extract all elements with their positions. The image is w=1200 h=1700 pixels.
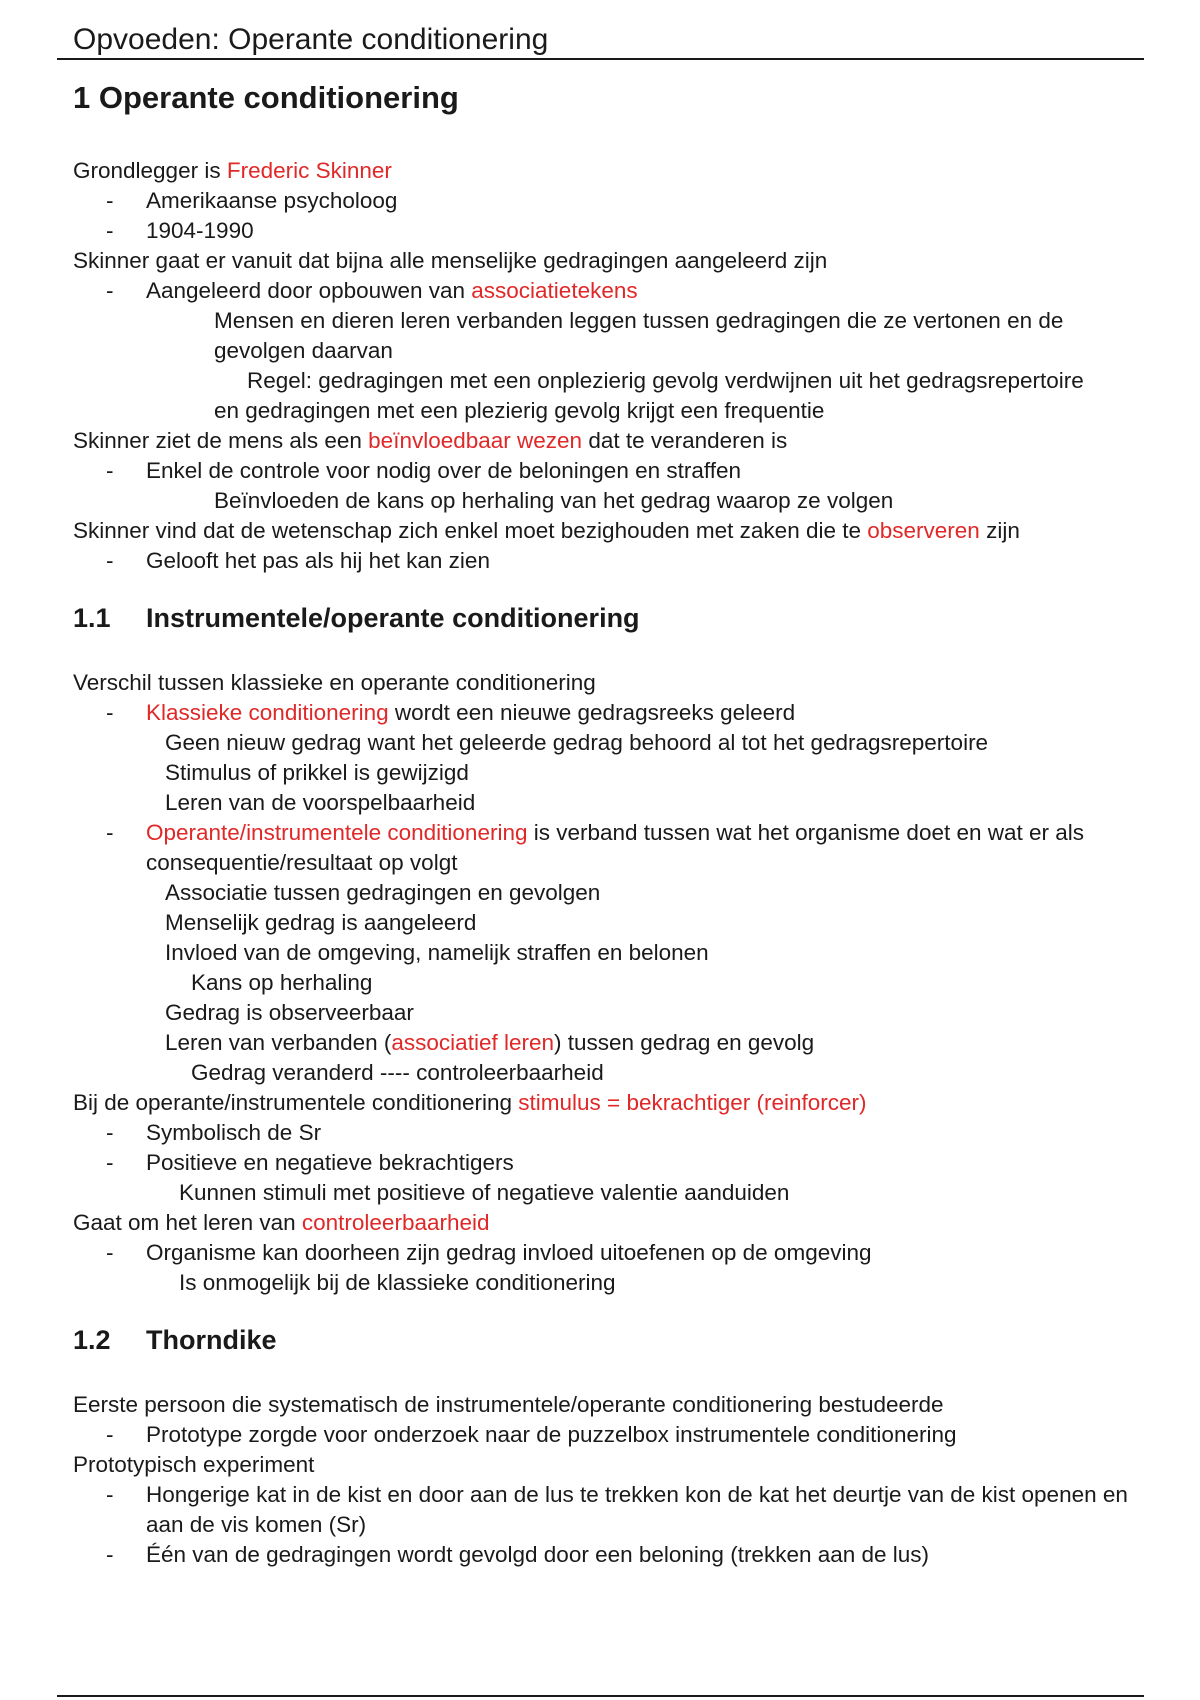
highlight-term: observeren (867, 518, 980, 543)
bullet-item: - Gelooft het pas als hij het kan zien (73, 546, 1133, 576)
sub-item: Mensen en dieren leren verbanden leggen tussen gedragingen die ze vertonen en de (214, 308, 1064, 333)
bullet-item: - Één van de gedragingen wordt gevolgd door een beloning (trekken aan de lus) (73, 1540, 1133, 1570)
sub-item: gevolgen daarvan (214, 338, 393, 363)
text: is verband tussen wat het organisme doet en wat er als consequentie/resultaat op volgt (146, 820, 1085, 875)
text: zijn (979, 518, 1020, 543)
bullet-item: - Prototype zorgde voor onderzoek naar de puzzelbox instrumentele conditionering (73, 1420, 1133, 1450)
bullet-item: - Amerikaanse psycholoog (73, 186, 1133, 216)
text: Grondlegger is (73, 158, 227, 183)
paragraph: Eerste persoon die systematisch de instrumentele/operante conditionering bestudeerde (73, 1392, 944, 1417)
sub-item: Associatie tussen gedragingen en gevolgen (165, 880, 601, 905)
bullet-item: - Symbolisch de Sr (73, 1118, 1133, 1148)
bullet-item (73, 698, 1133, 728)
highlight-term: Klassieke conditionering (146, 700, 389, 725)
sub-item: Gedrag is observeerbaar (165, 1000, 414, 1025)
text: dat te veranderen is (582, 428, 788, 453)
bullet-item: - Positieve en negatieve bekrachtigers (73, 1148, 1133, 1178)
section-1-1-heading (73, 600, 1133, 636)
sub-sub-item: Gedrag veranderd ---- controleerbaarheid (191, 1060, 604, 1085)
text: Skinner vind dat de wetenschap zich enkel moet bezighouden met zaken die te (73, 518, 868, 543)
section-number: 1.1 (73, 603, 111, 633)
sub-item: Leren van de voorspelbaarheid (165, 790, 476, 815)
sub-item: Beïnvloeden de kans op herhaling van het gedrag waarop ze volgen (214, 488, 894, 513)
paragraph (73, 1208, 1133, 1238)
highlight-term: stimulus = bekrachtiger (reinforcer) (518, 1090, 867, 1115)
page-header (57, 22, 1144, 60)
text: Gaat om het leren van (73, 1210, 302, 1235)
sub-item: Invloed van de omgeving, namelijk straffen en belonen (165, 940, 709, 965)
highlight-term: controleerbaarheid (301, 1210, 490, 1235)
paragraph: Prototypisch experiment (73, 1452, 315, 1477)
bullet-item: - Organisme kan doorheen zijn gedrag invloed uitoefenen op de omgeving (73, 1238, 1133, 1268)
document-title: Opvoeden: Operante conditionering (73, 23, 549, 56)
paragraph (73, 516, 1133, 546)
paragraph (73, 426, 1133, 456)
sub-item: Kunnen stimuli met positieve of negatieve valentie aanduiden (179, 1180, 790, 1205)
sub-item: Menselijk gedrag is aangeleerd (165, 910, 477, 935)
text: Leren van verbanden ( (165, 1030, 392, 1055)
bullet-item: - Hongerige kat in de kist en door aan de lus te trekken kon de kat het deurtje van de kist openen en aan de vis komen (Sr) (73, 1480, 1156, 1540)
section-title: Thorndike (146, 1325, 277, 1355)
section-number: 1.2 (73, 1325, 111, 1355)
highlight-term: Operante/instrumentele conditionering (146, 820, 528, 845)
section-1-2-heading (73, 1322, 1133, 1358)
section-title: Instrumentele/operante conditionering (146, 603, 640, 633)
text: Skinner ziet de mens als een (73, 428, 369, 453)
paragraph: Skinner gaat er vanuit dat bijna alle menselijke gedragingen aangeleerd zijn (73, 248, 828, 273)
bullet-item: - 1904-1990 (73, 216, 1133, 246)
paragraph: Verschil tussen klassieke en operante conditionering (73, 670, 596, 695)
text: wordt een nieuwe gedragsreeks geleerd (388, 700, 796, 725)
sub-item: Is onmogelijk bij de klassieke conditionering (179, 1270, 616, 1295)
sub-item: Stimulus of prikkel is gewijzigd (165, 760, 469, 785)
highlight-term: beïnvloedbaar wezen (368, 428, 583, 453)
section-1-heading: 1 Operante conditionering (73, 80, 459, 115)
sub-item: en gedragingen met een plezierig gevolg krijgt een frequentie (214, 398, 825, 423)
sub-item: Geen nieuw gedrag want het geleerde gedrag behoord al tot het gedragsrepertoire (165, 730, 989, 755)
highlight-term: Frederic Skinner (226, 158, 392, 183)
document-body (73, 70, 1133, 1570)
sub-sub-item: Kans op herhaling (191, 970, 373, 995)
highlight-term: associatief leren (391, 1030, 554, 1055)
footer-divider (57, 1695, 1144, 1697)
sub-sub-item (73, 366, 1133, 396)
paragraph-grondlegger (73, 156, 1133, 186)
bullet-item (73, 276, 1133, 306)
sub-item (73, 1028, 1133, 1058)
highlight-term: associatietekens (471, 278, 638, 303)
text: Aangeleerd door opbouwen van (146, 278, 472, 303)
bullet-item (73, 818, 1146, 878)
bullet-item: - Enkel de controle voor nodig over de beloningen en straffen (73, 456, 1133, 486)
text: ) tussen gedrag en gevolg (554, 1030, 815, 1055)
text: Bij de operante/instrumentele conditionering (73, 1090, 519, 1115)
text: Regel: gedragingen met een onplezierig gevolg verdwijnen uit het gedragsrepertoire (247, 368, 1084, 393)
paragraph (73, 1088, 1133, 1118)
